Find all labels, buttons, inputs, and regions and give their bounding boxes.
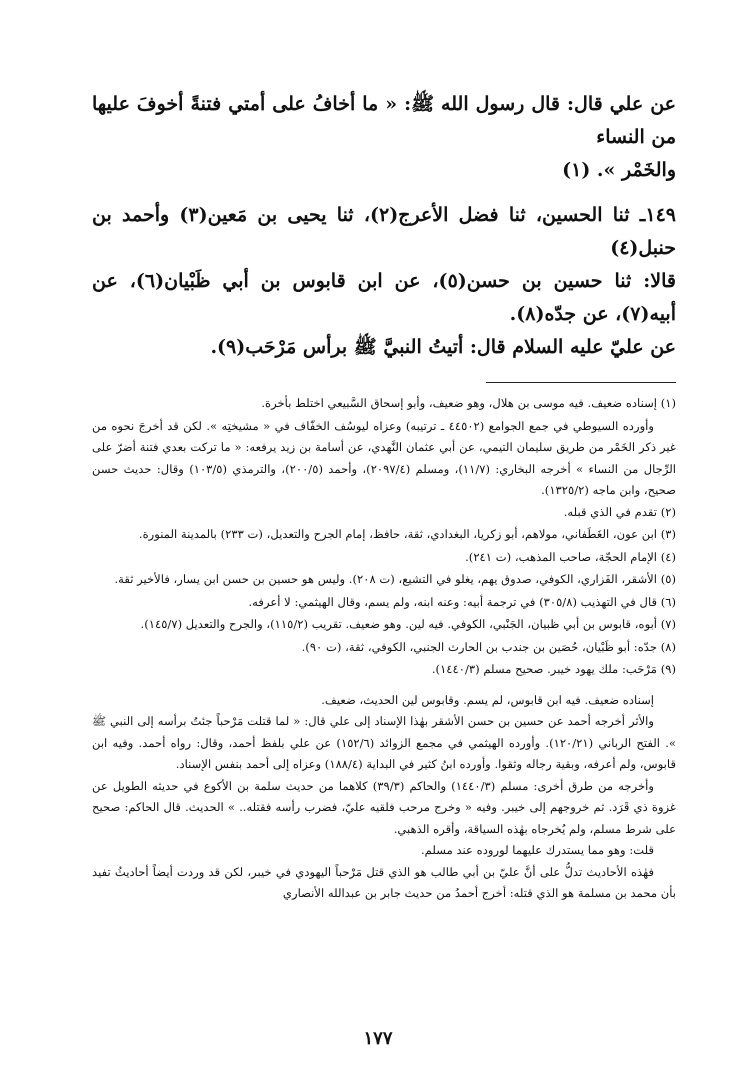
footnote: (١) إسناده ضعيف. فيه موسى بن هلال، وهو ضعيف، وأبو إسحاق السَّبيعي اختلط بأخرة. (261, 396, 676, 410)
commentary-paragraph: والأثر أخرجه أحمد عن حسين بن حسن الأشقر بهٰذا الإسناد إلى علي قال: « لما قتلت مَرْحباً جئتُ برأسه إلى النبي ﷺ ». الفتح الرباني (١٢٠/٢١). وأورده الهيثمي في مجمع الزوائد (١٥٢/٦) عن علي بلفظ أحمد، وقال: رواه أحمد. وفيه ابن قابوس، ولم أعرفه، وبقية رجاله وثقوا. وأورده ابنُ كثير في البداية (١٨٨/٤) وعزاه إلى أحمد بنفس الإسناد. (92, 714, 676, 771)
intro-text (92, 88, 676, 187)
footnote: وأورده السيوطي في جمع الجوامع (٤٤٥٠٢ ـ ترتيبه) وعزاه ليوسُف الخفّاف في « مشيختِه ». لكن قد أخرجَ نحوه من غير ذكر الخَمْر من طريق سليمان التيمي، عن أبي عثمان النَّهدي، عن أسامة بن زيد يرفعه: « ما تركت بعدي فتنة أضرّ على الرِّجال من النساء » أخرجه البخاري: (١١/٧)، ومسلم (٢٠٩٧/٤)، وأحمد (٢٠٠/٥)، والترمذي (١٠٣/٥) وقال: حديث حسن صحيح، وابن ماجه (١٣٢٥/٢). (92, 418, 676, 497)
footnote: (٣) ابن عون، الغَطَفاني، مولاهم، أبو زكريا، البغدادي، ثقة، حافظ، إمام الجرح والتعديل، (ت ٢٣٣) بالمدينة المنورة. (138, 527, 676, 541)
section-gap (92, 682, 676, 690)
footnotes (92, 393, 676, 905)
commentary-paragraph: إسناده ضعيف. فيه ابن قابوس، لم يسم. وقابوس لين الحديث، ضعيف. (321, 692, 654, 707)
footnote: (٨) جدّه: أبو ظَبْيان، حُصَين بن جندب بن الحارث الجنبي، الكوفي، ثقة، (ت ٩٠). (301, 639, 676, 654)
page-number: ١٧٧ (363, 1028, 393, 1049)
footnote-divider (486, 382, 676, 383)
intro-line: والخَمْر ». (١) (562, 159, 676, 181)
footnote: (٦) قال في التهذيب (٣٠٥/٨) في ترجمة أبيه: وعنه ابنه، ولم يسم، وقال الهيثمي: لا أعرفه. (248, 594, 676, 609)
commentary-paragraph: وأخرجه من طرق أخرى: مسلم (١٤٤٠/٣) والحاكم (٣٩/٣) كلاهما من حديث سلمة بن الأكوع في حديثه الطويل عن غزوة ذي قَرَد. ثم خروجهم إلى خيبر. وفيه « وخرج مرحب فلقيه عليّ، فضرب رأسه فقتله.. » الحديث. قال الحاكم: صحيح على شرط مسلم، ولم يُخرجاه بهٰذه السياقة، وأقره الذهبي. (92, 778, 676, 836)
hadith-line: ١٤٩ـ ثنا الحسين، ثنا فضل الأعرج(٢)، ثنا يحيى بن مَعين(٣) وأحمد بن حنبل(٤) (92, 204, 676, 259)
commentary-paragraph: قلت: وهو مما يستدرك عليهما لوروده عند مسلم. (420, 843, 654, 857)
footnote: (٧) أبوه، قابوس بن أبي ظبيان، الجَنْبي، الكوفي. فيه لين. وهو ضعيف. تقريب (١١٥/٢)، والجرح والتعديل (١٤٥/٧). (140, 617, 676, 631)
footnote: (٥) الأشقر، الفَزاري، الكوفي، صدوق يهم، يغلو في التشيع، (ت ٢٠٨). وليس هو حسين بن حسن ابن يسار، فالأخير ثقة. (114, 572, 676, 586)
footnote: (٢) تقدم في الذي قبله. (563, 504, 676, 519)
commentary-paragraph: فهٰذه الأحاديث تدلُّ على أنَّ عليّ بن أبي طالب هو الذي قتل مَرْحباً اليهودي في خيبر، لكن قد وردت أيضاً أحاديثُ تفيد بأن محمد بن مسلمة هو الذي قتله: أخرج أحمدُ من حديث جابر بن عبدالله الأنصاري (92, 864, 676, 900)
footnote: (٩) مَرْحَب: ملك يهود خيبر. صحيح مسلم (١٤٤٠/٣). (431, 662, 676, 676)
hadith-text (92, 199, 676, 364)
intro-line: عن علي قال: قال رسول الله ﷺ: « ما أخافُ على أمتي فتنةً أخوفَ عليها من النساء (92, 93, 676, 148)
footnote: (٤) الإمام الحجّة، صاحب المذهب، (ت ٢٤١). (465, 549, 676, 564)
hadith-line: عن عليّ عليه السلام قال: أتيتُ النبيَّ ﷺ برأس مَرْحَب(٩). (210, 336, 676, 358)
hadith-line: قالا: ثنا حسين بن حسن(٥)، عن ابن قابوس بن أبي ظَبْيان(٦)، عن أبيه(٧)، عن جدّه(٨). (92, 270, 676, 325)
